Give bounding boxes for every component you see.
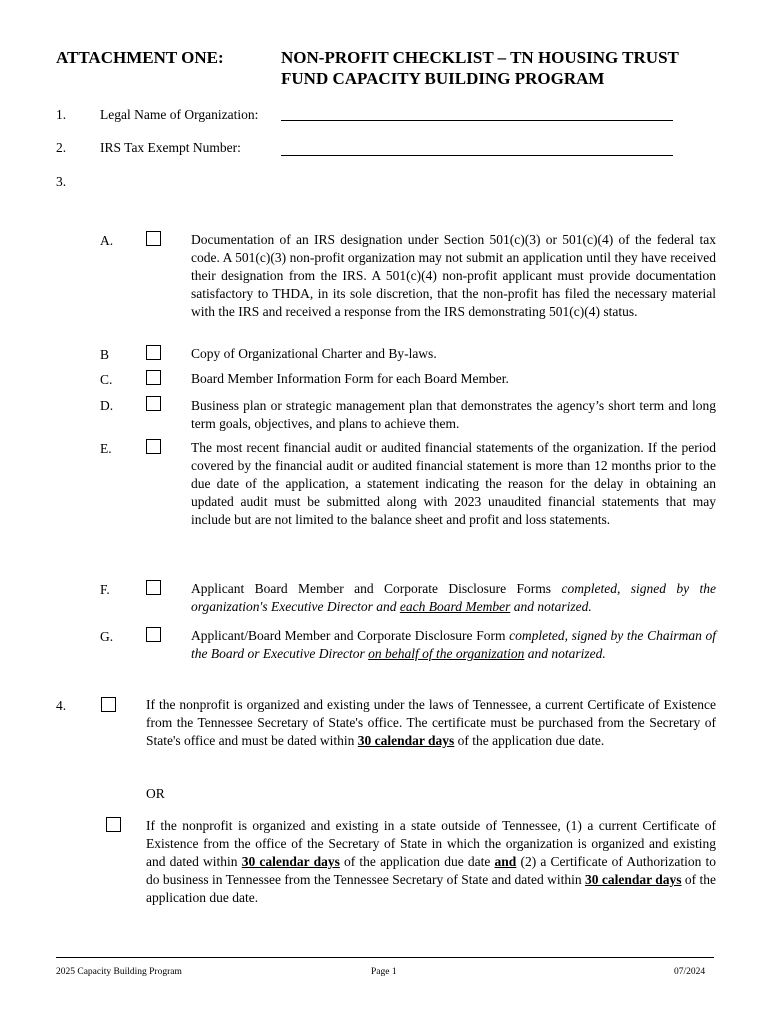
footer-page-number: Page 1 [371, 967, 397, 977]
item-a-checkbox[interactable] [146, 231, 161, 246]
item-1-number: 1. [56, 107, 67, 122]
item-d-checkbox[interactable] [146, 396, 161, 411]
out-of-state-certificate-checkbox[interactable] [106, 817, 121, 832]
item-b-checkbox[interactable] [146, 345, 161, 360]
item-f-text: Applicant Board Member and Corporate Disclosure Forms completed, signed by the organization's Executive Director and each Board Member and notarized. [191, 581, 716, 614]
item-g-text: Applicant/Board Member and Corporate Disclosure Form completed, signed by the Chairman of the Board or Executive Director on behalf of the organization and notarized. [191, 628, 716, 661]
item-c-text: Board Member Information Form for each Board Member. [191, 371, 509, 386]
item-3-number: 3. [56, 174, 67, 189]
out-of-state-certificate-text: If the nonprofit is organized and existing in a state outside of Tennessee, (1) a current Certificate of Existence from the office of the Secretary of State in which the organization is organized and existing and dated within 30 calendar days of the application due date and (2) a Certificate of Authorization to do business in Tennessee from the Tennessee Secretary of State and dated within 30 calendar days of the application due date. [146, 818, 716, 905]
attachment-label: ATTACHMENT ONE: [56, 48, 224, 67]
item-e-letter: E. [100, 441, 112, 456]
item-g-checkbox[interactable] [146, 627, 161, 642]
item-4-number: 4. [56, 698, 67, 713]
item-c-letter: C. [100, 372, 113, 387]
tax-exempt-field[interactable] [281, 155, 673, 156]
page-title-line1: NON-PROFIT CHECKLIST – TN HOUSING TRUST [281, 48, 679, 67]
item-a-letter: A. [100, 233, 114, 248]
or-separator: OR [146, 786, 165, 801]
item-e-text: The most recent financial audit or audited financial statements of the organization. If the period covered by the financial audit or audited financial statement is more than 12 months prior to the due date of the application, a statement indicating the reason for the delay in obtaining an updated audit must be submitted along with 2023 unaudited financial statements that may include but are not limited to the balance sheet and profit and loss statements. [191, 440, 716, 527]
item-a-text: Documentation of an IRS designation under Section 501(c)(3) or 501(c)(4) of the federal tax code. A 501(c)(3) non-profit organization may not submit an application until they have received their designation from the IRS. A 501(c)(4) non-profit applicant must provide documentation satisfactory to THDA, in its sole discretion, that the non-profit has filed the necessary material with the IRS and received a response from the IRS demonstrating 501(c)(4) status. [191, 232, 716, 319]
tn-certificate-checkbox[interactable] [101, 697, 116, 712]
legal-name-field[interactable] [281, 120, 673, 121]
item-b-letter: B [100, 347, 110, 362]
item-c-checkbox[interactable] [146, 370, 161, 385]
item-f-checkbox[interactable] [146, 580, 161, 595]
item-d-letter: D. [100, 398, 114, 413]
item-d-text: Business plan or strategic management plan that demonstrates the agency’s short term and long term goals, objectives, and plans to achieve them. [191, 398, 716, 431]
footer-rule [56, 957, 714, 958]
item-b-text: Copy of Organizational Charter and By-laws. [191, 346, 437, 361]
item-e-checkbox[interactable] [146, 439, 161, 454]
item-2-number: 2. [56, 140, 67, 155]
tn-certificate-text: If the nonprofit is organized and existing under the laws of Tennessee, a current Certificate of Existence from the Tennessee Secretary of State's office. The certificate must be purchased from the Secretary of State's office and must be dated within 30 calendar days of the application due date. [146, 697, 716, 748]
page-title-line2: FUND CAPACITY BUILDING PROGRAM [281, 69, 605, 88]
tax-exempt-label: IRS Tax Exempt Number: [100, 140, 241, 155]
footer-date: 07/2024 [674, 967, 706, 977]
item-f-letter: F. [100, 582, 110, 597]
legal-name-label: Legal Name of Organization: [100, 107, 259, 122]
footer-program: 2025 Capacity Building Program [56, 967, 182, 977]
item-g-letter: G. [100, 629, 114, 644]
